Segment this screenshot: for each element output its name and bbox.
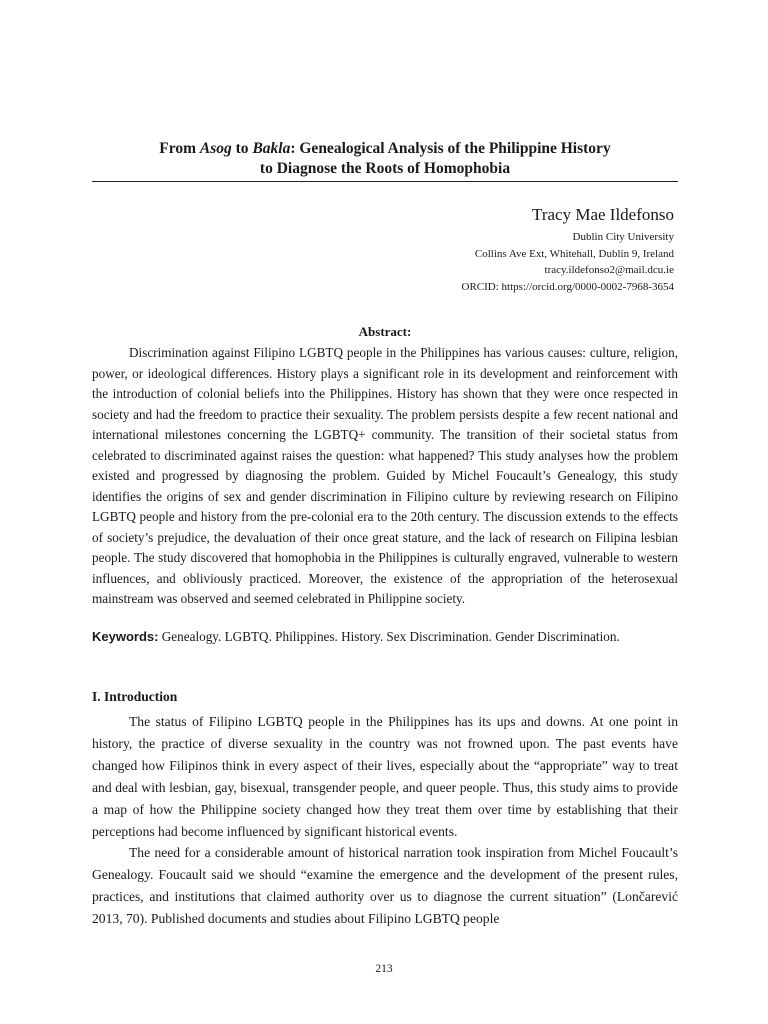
keywords-label: Keywords:: [92, 629, 159, 644]
abstract-text: Discrimination against Filipino LGBTQ people in the Philippines has various causes: culture, religion, power, or ideological differences. History plays a significant role in its development and reinforcement with the introduction of colonial beliefs into the Philippines. History has shown that they were once respected in society and had the freedom to practice their sexuality. The problem persists despite a few recent national and international milestones concerning the LGBTQ+ community. The transition of their societal status from celebrated to discriminated against raises the question: what happened? This study analyses how the problem existed and progressed by diagnosing the problem. Guided by Michel Foucault’s Genealogy, this study identifies the origins of sex and gender discrimination in Filipino culture by reviewing research on Filipino LGBTQ people and history from the pre-colonial era to the 20th century. The discussion extends to the effects of society’s prejudice, the devaluation of their once great stature, and the lack of research on Filipina lesbian people. The study discovered that homophobia in the Philippines is culturally engraved, vulnerable to western influences, and obliviously practiced. Moreover, the existence of the appropriation of the heterosexual mainstream was observed and seemed celebrated in Philippine society.: [92, 345, 678, 606]
author-email[interactable]: tracy.ildefonso2@mail.dcu.ie: [544, 264, 674, 276]
introduction-body: [92, 711, 678, 930]
keywords-text: Genealogy. LGBTQ. Philippines. History. Sex Discrimination. Gender Discrimination.: [158, 629, 620, 644]
author-affiliation: Dublin City University: [572, 231, 674, 243]
author-address: Collins Ave Ext, Whitehall, Dublin 9, Ireland: [474, 247, 674, 260]
abstract-heading: Abstract:: [358, 324, 412, 339]
section-heading-introduction: I. Introduction: [92, 689, 178, 704]
author-orcid[interactable]: ORCID: https://orcid.org/0000-0002-7968-3654: [461, 280, 674, 293]
title-line-1: From Asog to Bakla: Genealogical Analysis of the Philippine History: [159, 140, 611, 157]
title-line-2: to Diagnose the Roots of Homophobia: [259, 160, 511, 177]
keywords: [92, 627, 678, 647]
intro-paragraph-2: The need for a considerable amount of historical narration took inspiration from Michel Foucault’s Genealogy. Foucault said we should “examine the emergence and the development of the present rules, practices, and institutions that claimed authority over us to diagnose the current situation” (Lončarević 2013, 70). Published documents and studies about Filipino LGBTQ people: [92, 845, 678, 927]
author-block: [462, 204, 674, 295]
intro-paragraph-1: The status of Filipino LGBTQ people in the Philippines has its ups and downs. At one point in history, the practice of diverse sexuality in the country was not frowned upon. The past events have changed how Filipinos think in every aspect of their lives, especially about the “appropriate” way to treat and deal with lesbian, gay, bisexual, transgender people, and queer people. Thus, this study aims to provide a map of how the Philippine society changed how they treat them over time by establishing that their perceptions had become influenced by significant historical events.: [92, 714, 678, 839]
title-term-bakla: Bakla: [252, 140, 291, 157]
paper-title: [92, 139, 678, 179]
author-name: Tracy Mae Ildefonso: [532, 205, 674, 224]
title-divider: [92, 181, 678, 182]
page-number: 213: [375, 963, 393, 975]
title-term-asog: Asog: [199, 140, 232, 157]
